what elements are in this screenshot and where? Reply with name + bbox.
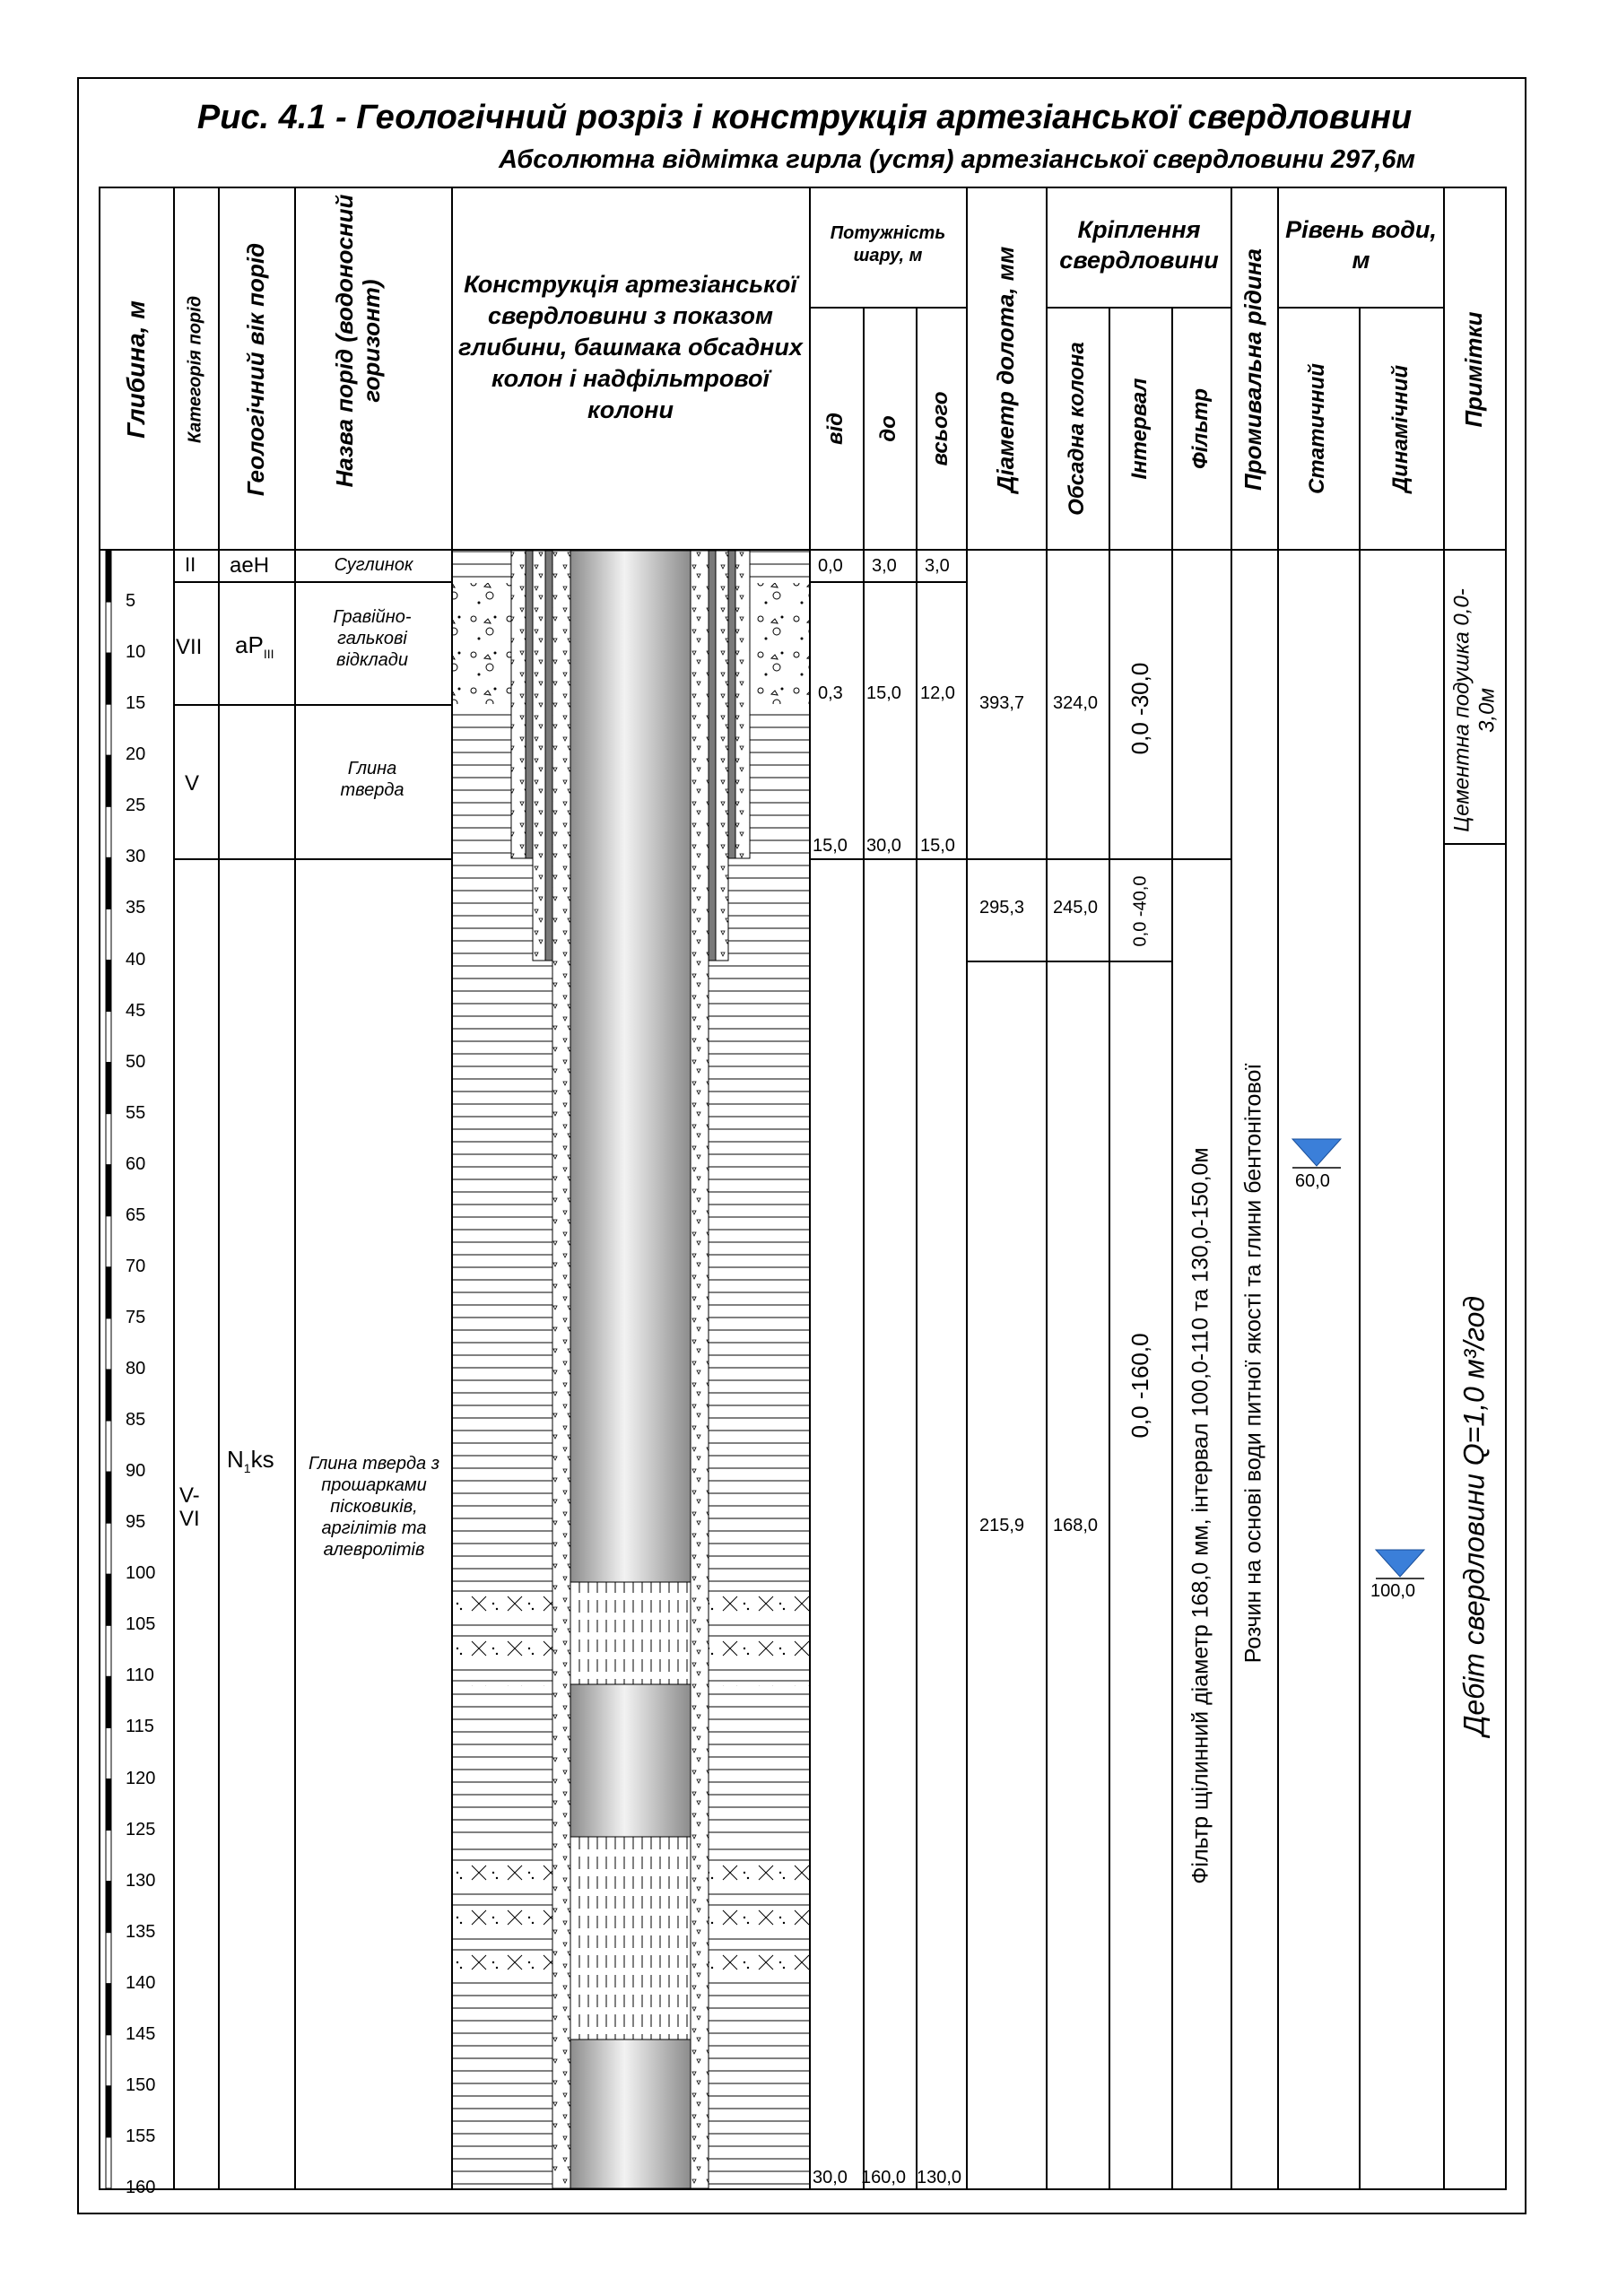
depth-tick-label: 50	[126, 1051, 146, 1072]
header-fluid: Промивальна рідина	[1239, 248, 1267, 491]
depth-tick-label: 120	[126, 1768, 156, 1788]
layer-1-name: Суглинок	[334, 555, 413, 575]
layer-3-category: V	[185, 771, 200, 796]
depth-tick-label: 145	[126, 2023, 156, 2044]
header-depth: Глибина, м	[121, 300, 150, 439]
thickness-1-to: 3,0	[872, 556, 897, 576]
layer-2-age: $aP_{III}$	[235, 631, 274, 662]
thickness-3-total: 15,0	[920, 836, 955, 856]
static-level-value: 60,0	[1295, 1171, 1330, 1191]
thickness-2-to: 15,0	[866, 683, 901, 703]
depth-tick-label: 70	[126, 1256, 146, 1276]
depth-tick-label: 15	[126, 693, 146, 714]
depth-tick-label: 110	[126, 1665, 154, 1686]
header-total: всього	[928, 391, 953, 466]
header-category: Категорія порід	[185, 295, 205, 444]
depth-tick-label: 100	[126, 1563, 156, 1584]
figure-subtitle: Абсолютна відмітка гирла (устя) артезіанської свердловини 297,6м	[499, 145, 1415, 174]
depth-tick-label: 60	[126, 1153, 146, 1174]
header-bit-diameter: Діаметр долота, мм	[992, 246, 1020, 493]
depth-tick-label: 90	[126, 1461, 146, 1482]
header-filter: Фільтр	[1188, 388, 1213, 469]
depth-tick-label: 35	[126, 898, 146, 918]
note-yield: Дебіт свердловини Q=1,0 м³/год	[1457, 1295, 1491, 1736]
header-notes: Примітки	[1460, 311, 1488, 428]
depth-tick-label: 45	[126, 1000, 146, 1021]
layer-1-age: aeH	[230, 553, 270, 578]
header-construction: Конструкція артезіанської свердловини з показом глибини, башмака обсадних колон і надфільтрової колони	[458, 271, 803, 424]
bit-diameter-2: 295,3	[979, 898, 1025, 918]
interval-2: 0,0 -40,0	[1130, 875, 1151, 947]
depth-tick-label: 160	[126, 2178, 156, 2197]
header-static: Статичний	[1305, 363, 1330, 494]
note-cement: Цементна подушка 0,0-3,0м	[1449, 588, 1499, 832]
fluid-description: Розчин на основі води питної якості та глини бентонітової	[1240, 1063, 1266, 1664]
layer-2-name: Гравійно-галькові відклади	[333, 607, 412, 670]
depth-tick-label: 125	[126, 1819, 156, 1839]
depth-tick-label: 75	[126, 1307, 146, 1327]
casing-1: 324,0	[1053, 693, 1099, 713]
depth-tick-label: 40	[126, 949, 146, 970]
thickness-4-to: 160,0	[861, 2168, 907, 2187]
depth-tick-label: 140	[126, 1972, 156, 1993]
layer-4-category: V-VI	[179, 1483, 200, 1532]
thickness-2-from: 0,3	[818, 683, 843, 703]
header-age: Геологічний вік порід	[242, 242, 270, 497]
depth-tick-label: 130	[126, 1870, 156, 1891]
header-casing: Обсадна колона	[1065, 342, 1090, 516]
thickness-4-from: 30,0	[813, 2168, 848, 2187]
depth-tick-label: 105	[126, 1614, 156, 1635]
depth-tick-label: 150	[126, 2074, 156, 2095]
header-to: до	[876, 415, 901, 442]
header-interval: Інтервал	[1127, 378, 1152, 480]
bit-diameter-3: 215,9	[979, 1516, 1025, 1535]
layer-2-category: VII	[176, 635, 203, 659]
thickness-3-from: 15,0	[813, 836, 848, 856]
header-water-level: Рівень води, м	[1285, 216, 1437, 274]
thickness-4-total: 130,0	[917, 2168, 962, 2187]
depth-tick-label: 155	[126, 2126, 156, 2146]
depth-tick-label: 95	[126, 1512, 146, 1533]
thickness-3-to: 30,0	[866, 836, 901, 856]
thickness-1-from: 0,0	[818, 556, 843, 576]
depth-tick-label: 30	[126, 847, 146, 867]
thickness-1-total: 3,0	[925, 556, 950, 576]
interval-3: 0,0 -160,0	[1126, 1333, 1154, 1439]
bit-diameter-1: 393,7	[979, 693, 1025, 713]
depth-tick-label: 135	[126, 1921, 156, 1942]
interval-1: 0,0 -30,0	[1126, 662, 1154, 755]
header-dynamic: Динамічний	[1388, 364, 1413, 493]
casing-3: 168,0	[1053, 1516, 1099, 1535]
depth-tick-label: 20	[126, 744, 146, 765]
thickness-2-total: 12,0	[920, 683, 955, 703]
dynamic-level-value: 100,0	[1370, 1581, 1416, 1601]
depth-tick-label: 10	[126, 642, 146, 663]
casing-2: 245,0	[1053, 898, 1099, 918]
header-from: від	[823, 413, 848, 445]
layer-4-name: Глина тверда з прошарками пісковиків, аргілітів та алевролітів	[308, 1454, 440, 1560]
header-thickness: Потужність шару, м	[830, 223, 946, 265]
figure-title: Рис. 4.1 - Геологічний розріз і конструкція артезіанської свердловини	[196, 99, 1413, 136]
depth-tick-label: 85	[126, 1410, 146, 1431]
filter-description: Фільтр щілинний діаметр 168,0 мм, інтервал 100,0-110 та 130,0-150,0м	[1187, 1147, 1213, 1884]
depth-tick-label: 80	[126, 1359, 146, 1378]
depth-tick-label: 55	[126, 1102, 146, 1123]
depth-tick-label: 115	[126, 1717, 154, 1737]
layer-1-category: II	[185, 553, 196, 576]
depth-tick-label: 25	[126, 796, 146, 816]
header-rock-name: Назва порід (водоносний горизонт)	[331, 194, 385, 488]
layer-3-name: Глина тверда	[340, 759, 404, 800]
layer-4-age: $N_1ks$	[227, 1446, 274, 1476]
depth-tick-label: 65	[126, 1205, 146, 1225]
header-casing-group: Кріплення свердловини	[1059, 216, 1219, 274]
depth-tick-label: 5	[126, 591, 136, 612]
